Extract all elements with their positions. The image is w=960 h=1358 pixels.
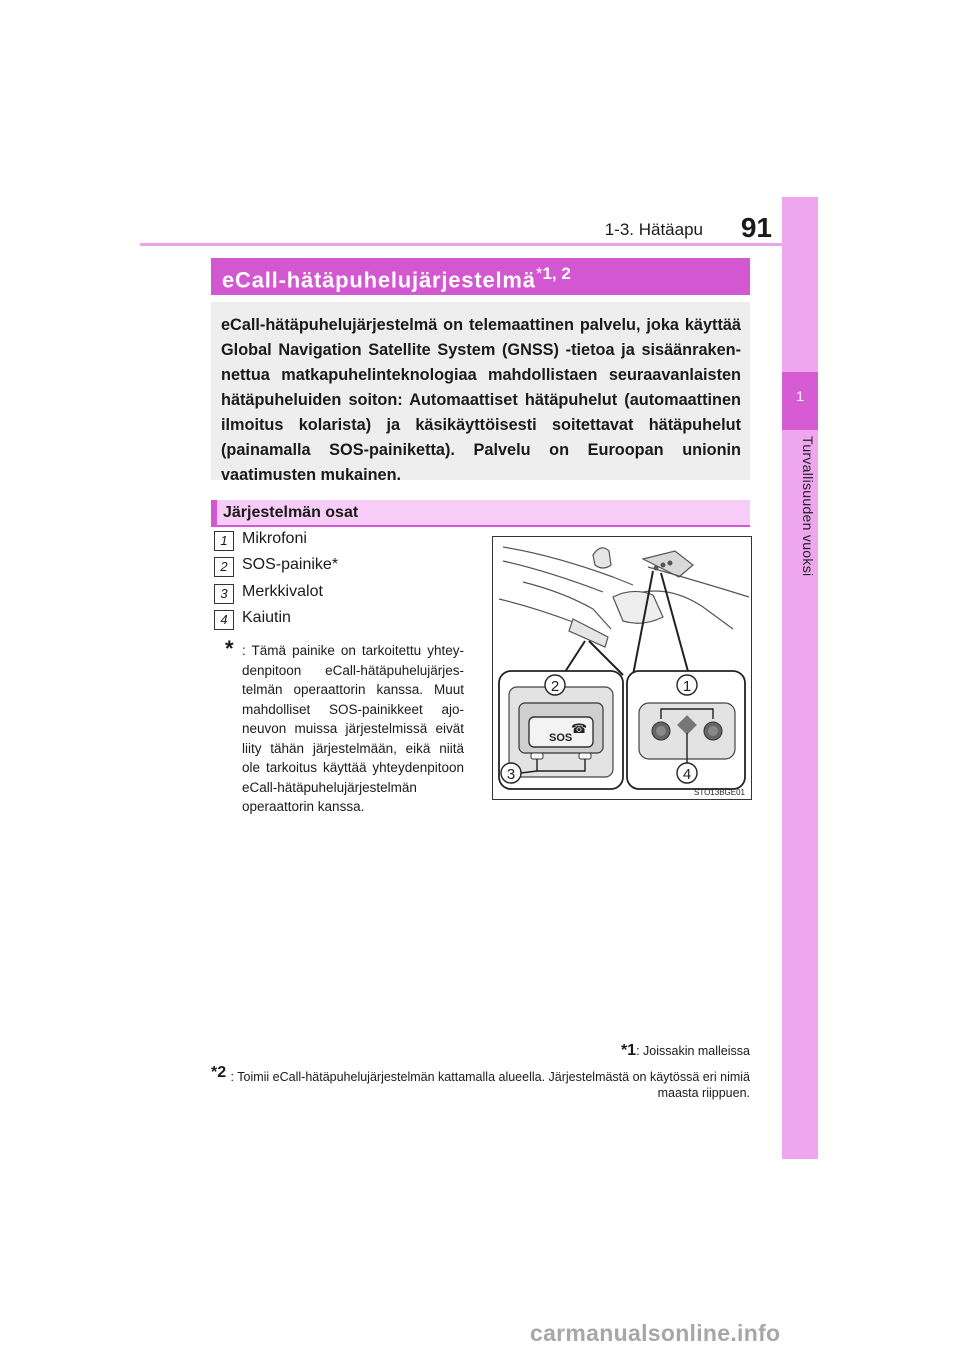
page-number: 91 <box>740 212 772 243</box>
item-number-badge: 4 <box>214 610 234 630</box>
footnote-1-text: : Joissakin malleissa <box>636 1044 750 1058</box>
footnote-1-mark: *1 <box>620 1042 637 1059</box>
section-reference: 1-3. Hätäapu <box>604 220 703 239</box>
chapter-number: 1 <box>796 388 804 404</box>
footnote-2-text: : Toimii eCall-hätäpuhelujärjestelmän kattamalla alueella. Järjestelmästä on käytössä eri nimiä maasta riippuen. <box>230 1070 750 1100</box>
footnote-1 <box>500 1042 750 1060</box>
watermark: carmanualsonline.info <box>530 1320 781 1346</box>
indicator-light <box>531 753 543 759</box>
indicator-light <box>579 753 591 759</box>
intro-paragraph: eCall-hätäpuhelujärjestelmä on telemaattinen palvelu, joka käyttää Global Navigation Satellite System (GNSS) -tietoa ja sisäänrakennettua matkapuhelinteknologiaa mahdollistaen seuraavanlaisten hätäpuheluiden soiton: Automaattiset hätäpuhelut (automaattinen ilmoitus kolarista) ja käsikäyttöisesti soitettavat hätäpuhelut (painamalla SOS-painiketta). Palvelu on Euroopan unionin vaatimusten mukainen. <box>221 316 741 484</box>
section-title-text: eCall-hätäpuhelujärjestelmä <box>222 267 536 293</box>
footnote-2-star: *2 <box>211 1064 227 1081</box>
callout-3-label: 3 <box>506 766 516 783</box>
item-number-badge: 1 <box>214 531 234 551</box>
section-title <box>222 264 571 293</box>
item-number-badge: 2 <box>214 557 234 577</box>
item-number-badge: 3 <box>214 584 234 604</box>
figure-code: STO13BGE01 <box>694 788 745 797</box>
sos-label: SOS <box>549 732 573 744</box>
callout-4-label: 4 <box>682 766 692 783</box>
callout-1-label: 1 <box>682 678 692 695</box>
chapter-side-tab <box>782 197 818 1159</box>
item-label: Merkkivalot <box>242 583 323 600</box>
component-illustration <box>492 536 752 800</box>
chapter-title: Turvallisuuden vuoksi <box>800 436 816 577</box>
item-label: Kaiutin <box>242 609 291 626</box>
footnote-star: * <box>225 636 234 661</box>
title-star: * <box>535 264 543 283</box>
item-label: SOS-painike* <box>242 556 339 573</box>
title-footnote-ref <box>536 264 571 283</box>
overhead-console-drawing <box>493 537 751 799</box>
callout-2-label: 2 <box>550 678 560 695</box>
item-label: Mikrofoni <box>242 530 307 547</box>
parts-footnote: : Tämä painike on tarkoitettu yhteydenpitoon eCall-hätäpuhelujärjestelmän operaattorin kanssa. Muut mahdolliset SOS-painikkeet ajoneuvon muissa järjestelmissä eivät liity tähän järjestelmään, eikä niitä ole tarkoitus käyttää yhteydenpitoon eCall-hätäpuhelujärjestelmän operaattorin kanssa. <box>242 643 464 814</box>
title-superscript: 1, 2 <box>542 264 571 283</box>
subheading: Järjestelmän osat <box>223 504 359 521</box>
header-rule <box>140 243 816 246</box>
subheading-accent <box>211 500 217 525</box>
phone-icon: ☎ <box>571 722 588 737</box>
